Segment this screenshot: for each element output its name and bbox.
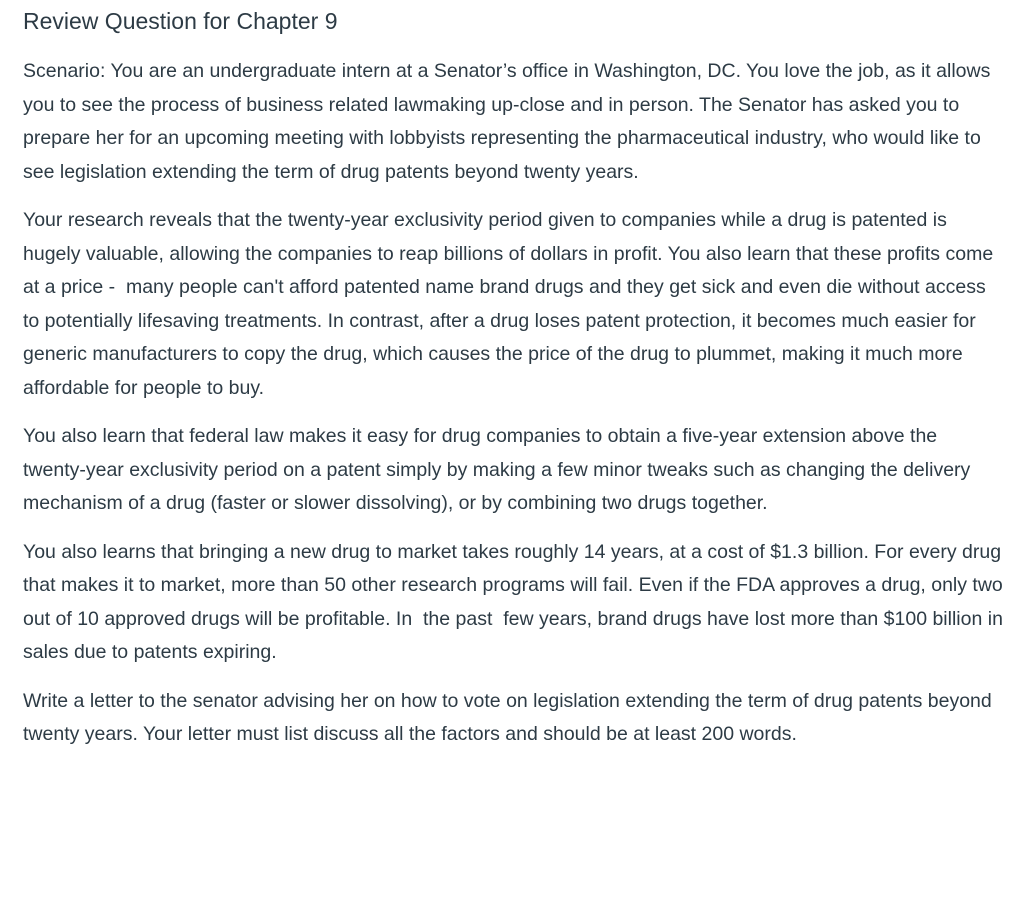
research-paragraph: Your research reveals that the twenty-year exclusivity period given to companies while a drug is patented is hugely valuable, allowing the companies to reap billions of dollars in profit. You also learn that these profits come at a price - many people can't afford patented name brand drugs and they get sick and even die without access to potentially lifesaving treatments. In contrast, after a drug loses patent protection, it becomes much easier for generic manufacturers to copy the drug, which causes the price of the drug to plummet, making it much more affordable for people to buy. xyxy=(23,209,999,399)
extension-paragraph: You also learn that federal law makes it easy for drug companies to obtain a five-year extension above the twenty-year exclusivity period on a patent simply by making a few minor tweaks such as changing the delivery mechanism of a drug (faster or slower dissolving), or by combining two drugs together. xyxy=(23,425,976,514)
scenario-paragraph: Scenario: You are an undergraduate intern at a Senator’s office in Washington, DC. You love the job, as it allows you to see the process of business related lawmaking up-close and in person. The Senator has asked you to prepare her for an upcoming meeting with lobbyists representing the pharmaceutical industry, who would like to see legislation extending the term of drug patents beyond twenty years. xyxy=(23,60,996,183)
assignment-paragraph: Write a letter to the senator advising her on how to vote on legislation extending the term of drug patents beyond twenty years. Your letter must list discuss all the factors and should be at least 200 words. xyxy=(23,689,998,745)
cost-paragraph: You also learns that bringing a new drug to market takes roughly 14 years, at a cost of $1.3 billion. For every drug that makes it to market, more than 50 other research programs will fail. Even if the FDA approves a drug, only two out of 10 approved drugs will be profitable. In the past few years, brand drugs have lost more than $100 billion in sales due to patents expiring. xyxy=(23,540,1009,663)
page-title: Review Question for Chapter 9 xyxy=(23,8,338,34)
